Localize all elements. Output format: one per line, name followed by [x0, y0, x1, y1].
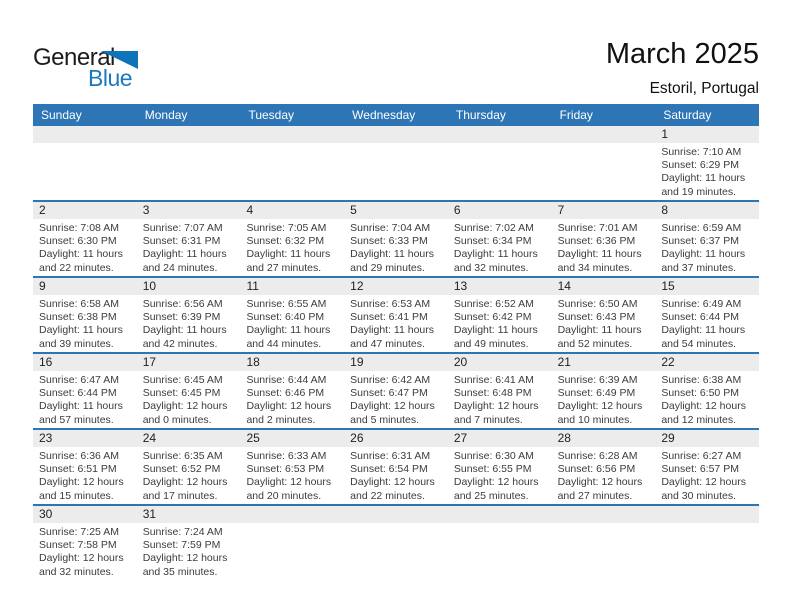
day-detail-line: and 44 minutes. — [246, 337, 322, 350]
day-cell — [137, 278, 241, 352]
day-number: 17 — [137, 354, 241, 371]
day-details — [33, 143, 137, 146]
day-detail-line: Sunset: 6:42 PM — [453, 311, 532, 324]
day-cell — [33, 202, 137, 276]
week-row — [33, 354, 759, 430]
day-number: 13 — [448, 278, 552, 295]
month-title: March 2025 — [605, 38, 759, 70]
empty-day-cell — [655, 506, 759, 582]
week-row — [33, 506, 759, 582]
day-cell — [655, 430, 759, 504]
day-detail-line: and 22 minutes. — [350, 489, 425, 502]
day-details — [552, 523, 656, 526]
day-cell — [552, 278, 656, 352]
day-details — [240, 295, 344, 351]
day-number: 2 — [33, 202, 137, 219]
day-detail-line: Sunrise: 6:52 AM — [453, 298, 534, 310]
day-number: 15 — [655, 278, 759, 295]
day-detail-line: Daylight: 11 hours — [246, 324, 331, 337]
day-details — [655, 371, 759, 427]
day-number — [344, 506, 448, 523]
day-detail-line: Daylight: 11 hours — [661, 172, 746, 185]
day-detail-line: Daylight: 12 hours — [142, 476, 228, 489]
day-number — [240, 506, 344, 523]
day-detail-line: Daylight: 12 hours — [350, 476, 435, 489]
day-detail-line: Sunrise: 6:33 AM — [246, 450, 327, 462]
day-details — [655, 143, 759, 199]
day-detail-line: and 34 minutes. — [557, 261, 633, 274]
day-detail-line: Daylight: 11 hours — [557, 324, 642, 337]
day-detail-line: Daylight: 12 hours — [557, 476, 643, 489]
day-cell — [655, 126, 759, 200]
day-cell — [240, 430, 344, 504]
day-detail-line: and 22 minutes. — [39, 261, 114, 274]
day-detail-line: Sunset: 6:44 PM — [39, 387, 117, 400]
day-detail-line: Daylight: 11 hours — [453, 324, 538, 337]
day-detail-line: Daylight: 12 hours — [142, 400, 228, 413]
day-detail-line: and 24 minutes. — [142, 261, 218, 274]
day-detail-line: Sunrise: 6:30 AM — [453, 450, 534, 462]
day-number — [240, 126, 344, 143]
day-detail-line: and 54 minutes. — [661, 337, 737, 350]
day-detail-line: Sunset: 6:45 PM — [142, 387, 221, 400]
day-detail-line: Daylight: 11 hours — [661, 324, 746, 337]
day-detail-line: and 20 minutes. — [246, 489, 322, 502]
day-detail-line: Sunrise: 6:58 AM — [39, 298, 119, 310]
empty-day-cell — [344, 506, 448, 582]
day-detail-line: Sunset: 6:39 PM — [142, 311, 221, 324]
day-detail-line: Sunset: 6:41 PM — [350, 311, 428, 324]
day-detail-line: and 25 minutes. — [453, 489, 529, 502]
day-detail-line: Sunrise: 6:55 AM — [246, 298, 327, 310]
day-details — [552, 295, 656, 351]
day-number — [448, 506, 552, 523]
day-detail-line: Sunrise: 6:39 AM — [557, 374, 638, 386]
day-detail-line: Sunset: 6:32 PM — [246, 235, 325, 248]
day-details — [33, 371, 137, 427]
day-detail-line: Sunrise: 7:05 AM — [246, 222, 327, 234]
day-cell — [33, 506, 137, 582]
day-detail-line: Daylight: 12 hours — [350, 400, 435, 413]
calendar-grid — [33, 104, 759, 582]
day-detail-line: Daylight: 12 hours — [39, 476, 124, 489]
day-detail-line: and 42 minutes. — [142, 337, 218, 350]
day-detail-line: Sunrise: 7:04 AM — [350, 222, 431, 234]
day-detail-line: and 7 minutes. — [453, 413, 523, 426]
day-detail-line: and 57 minutes. — [39, 413, 114, 426]
empty-day-cell — [240, 506, 344, 582]
day-details — [448, 143, 552, 146]
day-details — [344, 523, 448, 526]
day-detail-line: Sunrise: 6:56 AM — [142, 298, 223, 310]
day-details — [655, 219, 759, 275]
day-detail-line: Daylight: 11 hours — [661, 248, 746, 261]
day-detail-line: Sunset: 6:56 PM — [557, 463, 636, 476]
week-row — [33, 278, 759, 354]
weekday-monday: Monday — [144, 108, 188, 122]
day-details — [137, 371, 241, 427]
day-number: 30 — [33, 506, 137, 523]
day-detail-line: and 52 minutes. — [557, 337, 633, 350]
day-number: 7 — [552, 202, 656, 219]
day-details — [344, 219, 448, 275]
day-detail-line: and 32 minutes. — [39, 565, 114, 578]
day-number: 26 — [344, 430, 448, 447]
day-detail-line: Sunset: 6:30 PM — [39, 235, 117, 248]
day-detail-line: Sunset: 6:44 PM — [661, 311, 739, 324]
day-cell — [240, 202, 344, 276]
day-details — [240, 523, 344, 526]
day-cell — [344, 354, 448, 428]
day-cell — [344, 430, 448, 504]
day-details — [344, 371, 448, 427]
day-cell — [448, 430, 552, 504]
empty-day-cell — [552, 506, 656, 582]
day-detail-line: Sunrise: 7:25 AM — [39, 526, 119, 538]
day-cell — [33, 354, 137, 428]
day-number: 4 — [240, 202, 344, 219]
day-number: 20 — [448, 354, 552, 371]
day-number — [552, 126, 656, 143]
general-blue-logo — [33, 44, 153, 94]
day-detail-line: Sunset: 6:47 PM — [350, 387, 428, 400]
day-detail-line: Daylight: 11 hours — [39, 324, 123, 337]
day-detail-line: and 47 minutes. — [350, 337, 425, 350]
day-number — [33, 126, 137, 143]
day-number: 22 — [655, 354, 759, 371]
day-detail-line: Daylight: 11 hours — [142, 248, 227, 261]
day-details — [33, 447, 137, 503]
day-detail-line: and 29 minutes. — [350, 261, 425, 274]
day-detail-line: Daylight: 12 hours — [453, 476, 539, 489]
day-detail-line: Sunrise: 7:01 AM — [557, 222, 638, 234]
day-details — [137, 295, 241, 351]
day-detail-line: Sunset: 6:50 PM — [661, 387, 739, 400]
day-detail-line: Daylight: 11 hours — [453, 248, 538, 261]
day-cell — [448, 278, 552, 352]
day-detail-line: Sunrise: 7:24 AM — [142, 526, 223, 538]
day-number: 3 — [137, 202, 241, 219]
weekday-header-row — [33, 104, 759, 126]
day-details — [344, 143, 448, 146]
day-details — [552, 371, 656, 427]
day-detail-line: Sunrise: 6:42 AM — [350, 374, 431, 386]
day-detail-line: Sunset: 6:53 PM — [246, 463, 325, 476]
day-details — [448, 219, 552, 275]
day-detail-line: Sunset: 6:57 PM — [661, 463, 739, 476]
logo-text-general: General — [33, 44, 115, 71]
day-number — [344, 126, 448, 143]
day-detail-line: Sunrise: 6:49 AM — [661, 298, 742, 310]
day-details — [33, 295, 137, 351]
day-details — [240, 371, 344, 427]
day-details — [33, 219, 137, 275]
day-detail-line: Sunrise: 6:47 AM — [39, 374, 119, 386]
day-number: 18 — [240, 354, 344, 371]
day-number: 21 — [552, 354, 656, 371]
day-detail-line: Sunrise: 6:35 AM — [142, 450, 223, 462]
day-detail-line: Daylight: 11 hours — [39, 400, 123, 413]
day-number: 8 — [655, 202, 759, 219]
day-detail-line: and 19 minutes. — [661, 185, 737, 198]
day-number — [552, 506, 656, 523]
day-detail-line: and 10 minutes. — [557, 413, 633, 426]
day-detail-line: and 5 minutes. — [350, 413, 420, 426]
calendar-weeks — [33, 126, 759, 582]
day-details — [137, 143, 241, 146]
day-number: 12 — [344, 278, 448, 295]
day-detail-line: and 27 minutes. — [246, 261, 322, 274]
day-detail-line: Daylight: 12 hours — [246, 400, 332, 413]
day-detail-line: and 39 minutes. — [39, 337, 114, 350]
day-details — [137, 447, 241, 503]
day-number: 1 — [655, 126, 759, 143]
day-detail-line: Daylight: 11 hours — [246, 248, 331, 261]
day-cell — [137, 430, 241, 504]
day-detail-line: Sunset: 6:46 PM — [246, 387, 325, 400]
day-cell — [448, 354, 552, 428]
day-detail-line: and 2 minutes. — [246, 413, 316, 426]
day-details — [344, 295, 448, 351]
empty-day-cell — [137, 126, 241, 200]
day-cell — [240, 278, 344, 352]
day-cell — [448, 202, 552, 276]
day-cell — [552, 202, 656, 276]
day-detail-line: Sunset: 6:29 PM — [661, 159, 739, 172]
day-detail-line: Daylight: 12 hours — [661, 476, 746, 489]
day-cell — [344, 278, 448, 352]
day-detail-line: Sunset: 6:48 PM — [453, 387, 532, 400]
day-detail-line: and 12 minutes. — [661, 413, 737, 426]
day-detail-line: Sunrise: 6:44 AM — [246, 374, 327, 386]
day-detail-line: Sunset: 6:36 PM — [557, 235, 636, 248]
day-detail-line: Daylight: 12 hours — [557, 400, 643, 413]
location-subtitle: Estoril, Portugal — [649, 80, 759, 97]
empty-day-cell — [344, 126, 448, 200]
day-detail-line: Sunrise: 6:50 AM — [557, 298, 638, 310]
day-number: 29 — [655, 430, 759, 447]
day-number: 24 — [137, 430, 241, 447]
day-detail-line: Sunrise: 6:38 AM — [661, 374, 742, 386]
day-number — [655, 506, 759, 523]
day-details — [240, 219, 344, 275]
day-detail-line: Daylight: 11 hours — [142, 324, 227, 337]
day-details — [137, 523, 241, 579]
day-number: 9 — [33, 278, 137, 295]
day-number: 19 — [344, 354, 448, 371]
day-detail-line: and 0 minutes. — [142, 413, 212, 426]
day-detail-line: Daylight: 12 hours — [39, 552, 124, 565]
day-number: 6 — [448, 202, 552, 219]
day-cell — [240, 354, 344, 428]
day-detail-line: Daylight: 12 hours — [246, 476, 332, 489]
day-detail-line: Sunrise: 7:02 AM — [453, 222, 534, 234]
day-cell — [655, 354, 759, 428]
day-detail-line: Daylight: 12 hours — [142, 552, 228, 565]
day-detail-line: Sunrise: 6:28 AM — [557, 450, 638, 462]
day-cell — [33, 278, 137, 352]
day-number: 5 — [344, 202, 448, 219]
day-detail-line: Sunset: 6:51 PM — [39, 463, 117, 476]
day-detail-line: and 32 minutes. — [453, 261, 529, 274]
day-detail-line: Daylight: 11 hours — [557, 248, 642, 261]
day-details — [240, 447, 344, 503]
day-detail-line: Sunset: 6:54 PM — [350, 463, 428, 476]
day-cell — [33, 430, 137, 504]
day-detail-line: Sunset: 6:38 PM — [39, 311, 117, 324]
day-detail-line: Sunrise: 7:10 AM — [661, 146, 742, 158]
empty-day-cell — [240, 126, 344, 200]
day-detail-line: Sunset: 7:59 PM — [142, 539, 221, 552]
day-detail-line: and 17 minutes. — [142, 489, 218, 502]
day-detail-line: and 15 minutes. — [39, 489, 114, 502]
day-detail-line: Sunrise: 6:31 AM — [350, 450, 431, 462]
empty-day-cell — [33, 126, 137, 200]
day-cell — [655, 202, 759, 276]
day-details — [448, 447, 552, 503]
day-number: 28 — [552, 430, 656, 447]
day-detail-line: and 35 minutes. — [142, 565, 218, 578]
weekday-tuesday: Tuesday — [248, 108, 295, 122]
day-details — [344, 447, 448, 503]
day-cell — [137, 354, 241, 428]
weekday-saturday: Saturday — [663, 108, 712, 122]
day-detail-line: Sunrise: 7:07 AM — [142, 222, 223, 234]
day-detail-line: Sunset: 6:34 PM — [453, 235, 532, 248]
weekday-wednesday: Wednesday — [352, 108, 416, 122]
day-detail-line: Sunset: 6:55 PM — [453, 463, 532, 476]
day-cell — [344, 202, 448, 276]
week-row — [33, 202, 759, 278]
day-cell — [137, 506, 241, 582]
week-row — [33, 126, 759, 202]
day-cell — [137, 202, 241, 276]
day-details — [448, 295, 552, 351]
day-detail-line: and 30 minutes. — [661, 489, 737, 502]
day-detail-line: Sunrise: 6:53 AM — [350, 298, 431, 310]
day-number: 10 — [137, 278, 241, 295]
day-cell — [552, 430, 656, 504]
day-detail-line: and 27 minutes. — [557, 489, 633, 502]
day-detail-line: Sunset: 6:52 PM — [142, 463, 221, 476]
day-detail-line: Sunset: 6:40 PM — [246, 311, 325, 324]
week-row — [33, 430, 759, 506]
day-detail-line: Sunrise: 6:36 AM — [39, 450, 119, 462]
day-detail-line: Sunset: 6:33 PM — [350, 235, 428, 248]
day-details — [552, 219, 656, 275]
day-number: 27 — [448, 430, 552, 447]
day-details — [137, 219, 241, 275]
day-number: 16 — [33, 354, 137, 371]
weekday-thursday: Thursday — [455, 108, 506, 122]
day-detail-line: Daylight: 11 hours — [350, 248, 435, 261]
day-details — [552, 143, 656, 146]
day-detail-line: and 37 minutes. — [661, 261, 737, 274]
day-number: 25 — [240, 430, 344, 447]
day-details — [240, 143, 344, 146]
day-details — [655, 523, 759, 526]
day-cell — [655, 278, 759, 352]
day-detail-line: Sunrise: 6:41 AM — [453, 374, 534, 386]
weekday-sunday: Sunday — [41, 108, 82, 122]
logo-text-blue: Blue — [88, 65, 133, 91]
day-detail-line: Daylight: 11 hours — [350, 324, 435, 337]
day-details — [33, 523, 137, 579]
title-block — [606, 38, 759, 98]
day-details — [448, 523, 552, 526]
day-detail-line: Sunset: 7:58 PM — [39, 539, 117, 552]
day-detail-line: Sunset: 6:49 PM — [557, 387, 636, 400]
day-detail-line: Sunrise: 6:59 AM — [661, 222, 742, 234]
day-detail-line: Sunset: 6:43 PM — [557, 311, 636, 324]
day-detail-line: Daylight: 12 hours — [453, 400, 539, 413]
day-number: 14 — [552, 278, 656, 295]
day-cell — [552, 354, 656, 428]
day-number: 23 — [33, 430, 137, 447]
empty-day-cell — [448, 506, 552, 582]
day-number: 31 — [137, 506, 241, 523]
day-number: 11 — [240, 278, 344, 295]
day-detail-line: Sunrise: 6:27 AM — [661, 450, 742, 462]
day-detail-line: Daylight: 12 hours — [661, 400, 746, 413]
day-details — [655, 447, 759, 503]
day-detail-line: Sunset: 6:31 PM — [142, 235, 221, 248]
day-details — [448, 371, 552, 427]
day-details — [552, 447, 656, 503]
weekday-friday: Friday — [559, 108, 593, 122]
day-detail-line: and 49 minutes. — [453, 337, 529, 350]
day-detail-line: Daylight: 11 hours — [39, 248, 123, 261]
day-number — [137, 126, 241, 143]
day-details — [655, 295, 759, 351]
day-detail-line: Sunrise: 6:45 AM — [142, 374, 223, 386]
day-number — [448, 126, 552, 143]
day-detail-line: Sunset: 6:37 PM — [661, 235, 739, 248]
empty-day-cell — [552, 126, 656, 200]
empty-day-cell — [448, 126, 552, 200]
day-detail-line: Sunrise: 7:08 AM — [39, 222, 119, 234]
